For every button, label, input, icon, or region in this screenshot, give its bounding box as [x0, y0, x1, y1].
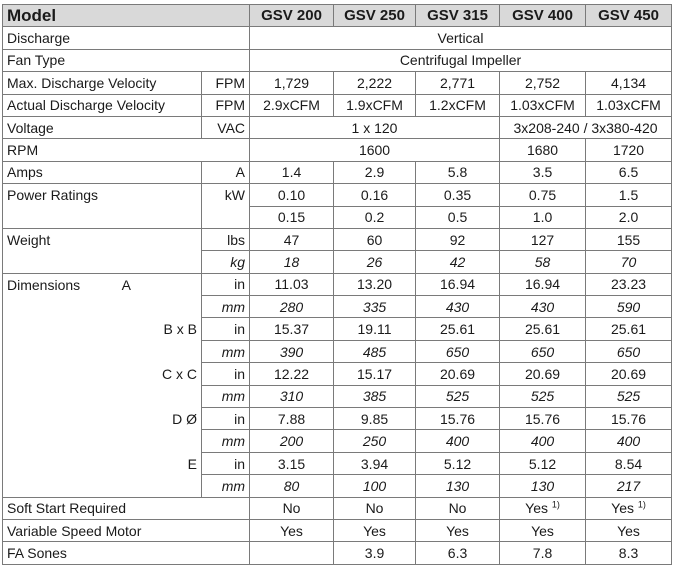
cell-value: 19.11	[334, 318, 416, 340]
row-label: Amps	[3, 161, 202, 183]
row-label-empty	[3, 206, 202, 228]
cell-value: 15.17	[334, 363, 416, 385]
cell-value: 5.8	[416, 161, 500, 183]
dim-bxb-mm-row	[3, 340, 672, 362]
cell-value: 430	[416, 296, 500, 318]
cell-value: 0.10	[250, 184, 334, 206]
row-label: Power Ratings	[3, 184, 202, 206]
cell-value: 3.15	[250, 452, 334, 474]
cell-value: 15.76	[586, 408, 672, 430]
power-row-2	[3, 206, 672, 228]
row-unit: in	[202, 318, 250, 340]
cell-value: 20.69	[586, 363, 672, 385]
cell-value: 1.0	[500, 206, 586, 228]
cell-value: 1.03xCFM	[586, 94, 672, 116]
cell-value: 42	[416, 251, 500, 273]
fa-sones-row	[3, 542, 672, 564]
cell-value: 60	[334, 228, 416, 250]
cell-value: Yes	[500, 519, 586, 541]
cell-value: 525	[586, 385, 672, 407]
cell-value: 200	[250, 430, 334, 452]
footnote-marker: 1)	[637, 499, 646, 510]
soft-start-450-cell	[586, 497, 672, 519]
cell-value: 3.9	[334, 542, 416, 564]
row-unit: in	[202, 363, 250, 385]
cell-value: 6.5	[586, 161, 672, 183]
cell-value: 0.35	[416, 184, 500, 206]
variable-speed-row	[3, 519, 672, 541]
cell-value: 7.88	[250, 408, 334, 430]
row-unit: mm	[202, 340, 250, 362]
amps-row	[3, 161, 672, 183]
cell-value: 525	[500, 385, 586, 407]
row-unit: FPM	[202, 72, 250, 94]
cell-value: 2,752	[500, 72, 586, 94]
row-label-empty	[3, 385, 202, 407]
cell-value: 11.03	[250, 273, 334, 295]
cell-value: 3.94	[334, 452, 416, 474]
cell-value: 650	[416, 340, 500, 362]
cell-value: 58	[500, 251, 586, 273]
cell-value: 1.5	[586, 184, 672, 206]
row-label: Max. Discharge Velocity	[3, 72, 202, 94]
dim-bxb-in-row	[3, 318, 672, 340]
cell-value: 1.03xCFM	[500, 94, 586, 116]
cell-value: 5.12	[416, 452, 500, 474]
dim-d-mm-row	[3, 430, 672, 452]
col-gsv315: GSV 315	[416, 5, 500, 27]
max-velocity-row	[3, 72, 672, 94]
row-label: Soft Start Required	[3, 497, 250, 519]
dim-cxc-in-row	[3, 363, 672, 385]
dim-cxc-mm-row	[3, 385, 672, 407]
cell-value: 15.76	[416, 408, 500, 430]
weight-kg-row	[3, 251, 672, 273]
cell-value: 400	[500, 430, 586, 452]
cell-value: 1600	[250, 139, 500, 161]
cell-value: Yes	[334, 519, 416, 541]
cell-value: 100	[334, 475, 416, 497]
cell-value: Centrifugal Impeller	[250, 49, 672, 71]
cell-value: 8.3	[586, 542, 672, 564]
voltage-row	[3, 116, 672, 138]
header-row	[3, 5, 672, 27]
cell-value: Vertical	[250, 27, 672, 49]
fan-type-row	[3, 49, 672, 71]
cell-value: 1720	[586, 139, 672, 161]
power-row	[3, 184, 672, 206]
cell-value: 250	[334, 430, 416, 452]
dim-a-name: A	[121, 276, 131, 293]
row-unit: mm	[202, 385, 250, 407]
cell-value: 1.2xCFM	[416, 94, 500, 116]
cell-value: 26	[334, 251, 416, 273]
row-label: Fan Type	[3, 49, 250, 71]
row-unit: in	[202, 273, 250, 295]
dim-a-in-row	[3, 273, 672, 295]
cell-value: Yes	[416, 519, 500, 541]
rpm-row	[3, 139, 672, 161]
cell-value: 16.94	[416, 273, 500, 295]
row-unit-empty	[202, 206, 250, 228]
cell-value: 16.94	[500, 273, 586, 295]
cell-value: 1 x 120	[250, 116, 500, 138]
row-label-empty	[3, 251, 202, 273]
cell-value	[250, 542, 334, 564]
cell-value: Yes	[250, 519, 334, 541]
discharge-row	[3, 27, 672, 49]
cell-value: 650	[586, 340, 672, 362]
dim-e-in-row	[3, 452, 672, 474]
cell-value: 0.5	[416, 206, 500, 228]
row-unit: VAC	[202, 116, 250, 138]
cell-value: 9.85	[334, 408, 416, 430]
dim-e-name: E	[3, 452, 202, 474]
cell-value: 25.61	[586, 318, 672, 340]
cell-value: 127	[500, 228, 586, 250]
cell-value: 0.15	[250, 206, 334, 228]
cell-value: 130	[500, 475, 586, 497]
cell-value: 217	[586, 475, 672, 497]
row-label: RPM	[3, 139, 250, 161]
cell-value: 130	[416, 475, 500, 497]
cell-value: 1680	[500, 139, 586, 161]
dim-d-name: D Ø	[3, 408, 202, 430]
cell-value: 5.12	[500, 452, 586, 474]
row-unit: mm	[202, 296, 250, 318]
model-header: Model	[3, 5, 250, 27]
dim-label-cell	[3, 273, 202, 295]
row-label: Weight	[3, 228, 202, 250]
row-label-empty	[3, 296, 202, 318]
cell-value: 1.4	[250, 161, 334, 183]
cell-value: 430	[500, 296, 586, 318]
cell-value: 20.69	[500, 363, 586, 385]
col-gsv250: GSV 250	[334, 5, 416, 27]
dimensions-label: Dimensions	[7, 276, 81, 293]
cell-value: 2,222	[334, 72, 416, 94]
cell-value: 20.69	[416, 363, 500, 385]
row-unit: lbs	[202, 228, 250, 250]
soft-start-400-cell	[500, 497, 586, 519]
cell-value: 13.20	[334, 273, 416, 295]
cell-value: 1,729	[250, 72, 334, 94]
cell-value: 25.61	[500, 318, 586, 340]
cell-value: 92	[416, 228, 500, 250]
cell-value: 25.61	[416, 318, 500, 340]
dim-e-mm-row	[3, 475, 672, 497]
dim-a-mm-row	[3, 296, 672, 318]
cell-value: 23.23	[586, 273, 672, 295]
row-unit: mm	[202, 475, 250, 497]
dim-bxb-name: B x B	[3, 318, 202, 340]
cell-value: No	[334, 497, 416, 519]
cell-value: 385	[334, 385, 416, 407]
col-gsv400: GSV 400	[500, 5, 586, 27]
footnote-marker: 1)	[551, 499, 560, 510]
row-unit: kg	[202, 251, 250, 273]
cell-value: 4,134	[586, 72, 672, 94]
row-label-empty	[3, 475, 202, 497]
cell-value: 335	[334, 296, 416, 318]
spec-table	[2, 4, 672, 565]
cell-value: 70	[586, 251, 672, 273]
cell-value: 400	[416, 430, 500, 452]
cell-value: 2.9xCFM	[250, 94, 334, 116]
cell-value: No	[416, 497, 500, 519]
col-gsv200: GSV 200	[250, 5, 334, 27]
row-unit: in	[202, 452, 250, 474]
cell-value: 2,771	[416, 72, 500, 94]
cell-value: 7.8	[500, 542, 586, 564]
cell-value: 6.3	[416, 542, 500, 564]
cell-value: 8.54	[586, 452, 672, 474]
row-label: Variable Speed Motor	[3, 519, 250, 541]
cell-value: 390	[250, 340, 334, 362]
soft-start-row	[3, 497, 672, 519]
cell-value: 1.9xCFM	[334, 94, 416, 116]
cell-value: Yes	[611, 500, 634, 517]
cell-value: 590	[586, 296, 672, 318]
cell-value: 310	[250, 385, 334, 407]
row-unit: mm	[202, 430, 250, 452]
row-label: Actual Discharge Velocity	[3, 94, 202, 116]
actual-velocity-row	[3, 94, 672, 116]
cell-value: 650	[500, 340, 586, 362]
cell-value: 280	[250, 296, 334, 318]
cell-value: 0.16	[334, 184, 416, 206]
col-gsv450: GSV 450	[586, 5, 672, 27]
row-label-empty	[3, 340, 202, 362]
row-label: Voltage	[3, 116, 202, 138]
cell-value: 80	[250, 475, 334, 497]
cell-value: 3x208-240 / 3x380-420	[500, 116, 672, 138]
cell-value: 155	[586, 228, 672, 250]
row-unit: in	[202, 408, 250, 430]
cell-value: No	[250, 497, 334, 519]
row-unit: kW	[202, 184, 250, 206]
row-label-empty	[3, 430, 202, 452]
row-unit: A	[202, 161, 250, 183]
cell-value: 0.75	[500, 184, 586, 206]
row-unit: FPM	[202, 94, 250, 116]
cell-value: 15.76	[500, 408, 586, 430]
row-label: Discharge	[3, 27, 250, 49]
cell-value: 3.5	[500, 161, 586, 183]
dim-d-in-row	[3, 408, 672, 430]
row-label: FA Sones	[3, 542, 250, 564]
cell-value: 18	[250, 251, 334, 273]
cell-value: 2.0	[586, 206, 672, 228]
cell-value: 2.9	[334, 161, 416, 183]
cell-value: 525	[416, 385, 500, 407]
cell-value: 485	[334, 340, 416, 362]
dim-cxc-name: C x C	[3, 363, 202, 385]
cell-value: 400	[586, 430, 672, 452]
cell-value: 15.37	[250, 318, 334, 340]
cell-value: Yes	[586, 519, 672, 541]
cell-value: 0.2	[334, 206, 416, 228]
cell-value: Yes	[525, 500, 548, 517]
cell-value: 12.22	[250, 363, 334, 385]
cell-value: 47	[250, 228, 334, 250]
weight-lbs-row	[3, 228, 672, 250]
